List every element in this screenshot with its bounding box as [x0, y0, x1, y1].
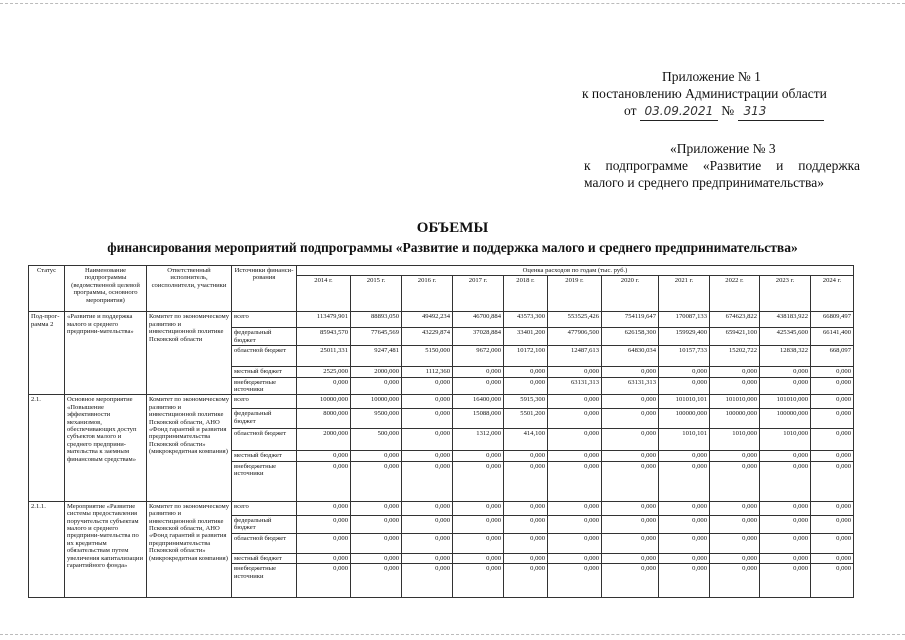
table-row: [29, 312, 854, 328]
source-label: федеральный бюджет: [232, 515, 297, 533]
number-value-field: [738, 102, 824, 121]
value-cell: 674623,822: [710, 312, 760, 328]
header-year-10: 2024 г.: [811, 276, 854, 312]
value-cell: 2000,000: [351, 367, 402, 377]
value-cell: 0,000: [602, 533, 659, 553]
value-cell: 0,000: [351, 461, 402, 501]
value-cell: 66809,497: [811, 312, 854, 328]
value-cell: 425345,600: [760, 328, 811, 346]
group-name: «Развитие и поддержка малого и среднего предприни-мательства»: [65, 312, 147, 395]
value-cell: 43229,874: [402, 328, 453, 346]
value-cell: 0,000: [297, 501, 351, 515]
value-cell: 0,000: [710, 553, 760, 563]
value-cell: 0,000: [602, 429, 659, 451]
value-cell: 10000,000: [297, 395, 351, 409]
value-cell: 77645,569: [351, 328, 402, 346]
value-cell: 0,000: [659, 451, 710, 461]
value-cell: 0,000: [548, 461, 602, 501]
value-cell: 159929,400: [659, 328, 710, 346]
value-cell: 101010,101: [659, 395, 710, 409]
value-cell: 0,000: [811, 409, 854, 429]
value-cell: 0,000: [504, 451, 548, 461]
header-year-8: 2022 г.: [710, 276, 760, 312]
value-cell: 0,000: [811, 395, 854, 409]
value-cell: 0,000: [811, 564, 854, 598]
value-cell: 10157,733: [659, 346, 710, 367]
value-cell: 0,000: [548, 501, 602, 515]
value-cell: 0,000: [811, 501, 854, 515]
value-cell: 0,000: [402, 409, 453, 429]
value-cell: 0,000: [710, 501, 760, 515]
value-cell: 170087,133: [659, 312, 710, 328]
value-cell: 500,000: [351, 429, 402, 451]
value-cell: 33401,200: [504, 328, 548, 346]
value-cell: 0,000: [504, 553, 548, 563]
group-executor: Комитет по экономическому развитию и инвестиционной политике Псковской области, АНО «Фонд гарантий и развития предпринимательства Псковской области» (микрокредитная компания): [147, 501, 232, 597]
value-cell: 49492,234: [402, 312, 453, 328]
value-cell: 0,000: [453, 451, 504, 461]
group-name: Основное мероприятие «Повышение эффективности механизмов, обеспечивающих доступ субъектов малого и среднего предприни-мательства к заемным финансовым средствам»: [65, 395, 147, 501]
handwritten-date: 03.09.2021: [644, 104, 714, 118]
value-cell: 0,000: [811, 515, 854, 533]
value-cell: 0,000: [504, 377, 548, 395]
value-cell: 46700,884: [453, 312, 504, 328]
value-cell: 0,000: [659, 553, 710, 563]
value-cell: 0,000: [811, 533, 854, 553]
value-cell: 0,000: [710, 515, 760, 533]
value-cell: 0,000: [811, 377, 854, 395]
header-year-6: 2020 г.: [602, 276, 659, 312]
value-cell: 85943,570: [297, 328, 351, 346]
value-cell: 0,000: [402, 429, 453, 451]
value-cell: 5915,300: [504, 395, 548, 409]
source-label: внебюджетные источники: [232, 461, 297, 501]
value-cell: 0,000: [760, 533, 811, 553]
value-cell: 0,000: [659, 533, 710, 553]
group-executor: Комитет по экономическому развитию и инвестиционной политике Псковской области: [147, 312, 232, 395]
value-cell: 0,000: [504, 461, 548, 501]
value-cell: 0,000: [504, 501, 548, 515]
value-cell: 2525,000: [297, 367, 351, 377]
handwritten-number: 313: [743, 104, 767, 118]
value-cell: 0,000: [351, 451, 402, 461]
header-year-7: 2021 г.: [659, 276, 710, 312]
value-cell: 9247,481: [351, 346, 402, 367]
appendix-3-subprogram-line1: к подпрограмме «Развитие и поддержка: [584, 158, 860, 173]
value-cell: 0,000: [710, 451, 760, 461]
value-cell: 0,000: [710, 367, 760, 377]
value-cell: 0,000: [402, 553, 453, 563]
header-executor: Ответственный исполнитель, соисполнители, участники: [147, 266, 232, 312]
header-year-2: 2016 г.: [402, 276, 453, 312]
value-cell: 668,097: [811, 346, 854, 367]
value-cell: 64830,034: [602, 346, 659, 367]
value-cell: 0,000: [659, 377, 710, 395]
value-cell: 101010,000: [710, 395, 760, 409]
value-cell: 0,000: [297, 515, 351, 533]
value-cell: 0,000: [548, 533, 602, 553]
group-executor: Комитет по экономическому развитию и инвестиционной политике Псковской области, АНО «Фонд гарантий и развития предпринимательства Псковской области» (микрокредитная компания): [147, 395, 232, 501]
header-status: Статус: [29, 266, 65, 312]
header-name: Наименование подпрограммы (ведомственной целевой программы, основного мероприятия): [65, 266, 147, 312]
value-cell: 15202,722: [710, 346, 760, 367]
value-cell: 0,000: [811, 553, 854, 563]
value-cell: 0,000: [710, 377, 760, 395]
source-label: внебюджетные источники: [232, 377, 297, 395]
value-cell: 9500,000: [351, 409, 402, 429]
value-cell: 100000,000: [659, 409, 710, 429]
value-cell: 0,000: [351, 515, 402, 533]
value-cell: 0,000: [504, 533, 548, 553]
value-cell: 0,000: [602, 564, 659, 598]
value-cell: 63131,313: [548, 377, 602, 395]
value-cell: 0,000: [760, 367, 811, 377]
value-cell: 0,000: [402, 501, 453, 515]
value-cell: 0,000: [453, 553, 504, 563]
value-cell: 0,000: [351, 533, 402, 553]
appendix-3-label: «Приложение № 3: [670, 141, 776, 156]
value-cell: 0,000: [811, 461, 854, 501]
value-cell: 0,000: [548, 564, 602, 598]
value-cell: 0,000: [710, 533, 760, 553]
value-cell: 100000,000: [760, 409, 811, 429]
header-estimate: Оценка расходов по годам (тыс. руб.): [297, 266, 854, 276]
source-label: областной бюджет: [232, 429, 297, 451]
value-cell: 0,000: [760, 564, 811, 598]
value-cell: 659421,100: [710, 328, 760, 346]
value-cell: 0,000: [402, 533, 453, 553]
value-cell: 0,000: [811, 367, 854, 377]
value-cell: 0,000: [504, 564, 548, 598]
value-cell: 0,000: [453, 501, 504, 515]
value-cell: 0,000: [504, 515, 548, 533]
value-cell: 0,000: [710, 461, 760, 501]
value-cell: 0,000: [602, 451, 659, 461]
value-cell: 43573,300: [504, 312, 548, 328]
value-cell: 477906,500: [548, 328, 602, 346]
value-cell: 754119,647: [602, 312, 659, 328]
value-cell: 0,000: [548, 451, 602, 461]
value-cell: 1010,000: [710, 429, 760, 451]
source-label: местный бюджет: [232, 553, 297, 563]
decree-date-line: [624, 102, 824, 121]
value-cell: 0,000: [504, 367, 548, 377]
group-status: 2.1.1.: [29, 501, 65, 597]
value-cell: 0,000: [602, 553, 659, 563]
value-cell: 0,000: [710, 564, 760, 598]
value-cell: 0,000: [602, 515, 659, 533]
value-cell: 10000,000: [351, 395, 402, 409]
source-label: всего: [232, 395, 297, 409]
value-cell: 0,000: [811, 429, 854, 451]
value-cell: 0,000: [453, 367, 504, 377]
value-cell: 0,000: [659, 564, 710, 598]
header-year-0: 2014 г.: [297, 276, 351, 312]
value-cell: 0,000: [402, 515, 453, 533]
value-cell: 0,000: [548, 515, 602, 533]
value-cell: 0,000: [602, 395, 659, 409]
value-cell: 0,000: [351, 553, 402, 563]
value-cell: 1112,360: [402, 367, 453, 377]
value-cell: 0,000: [760, 377, 811, 395]
value-cell: 1312,000: [453, 429, 504, 451]
value-cell: 8000,000: [297, 409, 351, 429]
value-cell: 5501,200: [504, 409, 548, 429]
value-cell: 0,000: [760, 501, 811, 515]
value-cell: 0,000: [659, 515, 710, 533]
value-cell: 0,000: [453, 377, 504, 395]
date-value-field: [640, 102, 718, 121]
value-cell: 10172,100: [504, 346, 548, 367]
value-cell: 0,000: [351, 501, 402, 515]
header-source: Источники финанси-рования: [232, 266, 297, 312]
value-cell: 113479,901: [297, 312, 351, 328]
value-cell: 0,000: [453, 533, 504, 553]
value-cell: 0,000: [602, 501, 659, 515]
value-cell: 0,000: [760, 553, 811, 563]
header-year-9: 2023 г.: [760, 276, 811, 312]
value-cell: 15088,000: [453, 409, 504, 429]
table-row: [29, 501, 854, 515]
value-cell: 2000,000: [297, 429, 351, 451]
value-cell: 12838,322: [760, 346, 811, 367]
value-cell: 0,000: [297, 564, 351, 598]
value-cell: 0,000: [297, 461, 351, 501]
appendix-1-label: Приложение № 1: [662, 69, 761, 84]
value-cell: 0,000: [548, 367, 602, 377]
value-cell: 0,000: [297, 377, 351, 395]
value-cell: 0,000: [402, 377, 453, 395]
source-label: внебюджетные источники: [232, 564, 297, 598]
value-cell: 0,000: [548, 553, 602, 563]
value-cell: 9672,000: [453, 346, 504, 367]
value-cell: 66141,400: [811, 328, 854, 346]
value-cell: 0,000: [402, 564, 453, 598]
source-label: областной бюджет: [232, 533, 297, 553]
source-label: федеральный бюджет: [232, 328, 297, 346]
value-cell: 1010,101: [659, 429, 710, 451]
value-cell: 5150,000: [402, 346, 453, 367]
value-cell: 553525,426: [548, 312, 602, 328]
value-cell: 0,000: [453, 564, 504, 598]
value-cell: 0,000: [602, 367, 659, 377]
value-cell: 0,000: [453, 461, 504, 501]
value-cell: 0,000: [402, 395, 453, 409]
value-cell: 12487,613: [548, 346, 602, 367]
value-cell: 0,000: [659, 367, 710, 377]
source-label: областной бюджет: [232, 346, 297, 367]
value-cell: 0,000: [351, 564, 402, 598]
value-cell: 88893,050: [351, 312, 402, 328]
value-cell: 0,000: [297, 533, 351, 553]
document-subtitle: финансирования мероприятий подпрограммы «Развитие и поддержка малого и среднего предпринимательства»: [107, 240, 798, 255]
value-cell: 0,000: [811, 451, 854, 461]
value-cell: 626158,300: [602, 328, 659, 346]
value-cell: 414,100: [504, 429, 548, 451]
value-cell: 1010,000: [760, 429, 811, 451]
value-cell: 0,000: [602, 461, 659, 501]
header-year-1: 2015 г.: [351, 276, 402, 312]
value-cell: 0,000: [453, 515, 504, 533]
group-name: Мероприятие «Развитие системы предоставления поручительств субъектам малого и среднего предприни-мательства по их кредитным обязательствам путем увеличения капитализации гарантийного фонда»: [65, 501, 147, 597]
group-status: 2.1.: [29, 395, 65, 501]
value-cell: 101010,000: [760, 395, 811, 409]
header-year-3: 2017 г.: [453, 276, 504, 312]
value-cell: 0,000: [548, 409, 602, 429]
top-scan-edge: [0, 3, 905, 6]
value-cell: 0,000: [548, 429, 602, 451]
appendix-3-subprogram-line2: малого и среднего предпринимательства»: [584, 175, 824, 190]
value-cell: 37028,884: [453, 328, 504, 346]
value-cell: 16400,000: [453, 395, 504, 409]
value-cell: 0,000: [548, 395, 602, 409]
date-prefix: от: [624, 103, 637, 118]
bottom-scan-edge: [0, 634, 905, 637]
source-label: всего: [232, 312, 297, 328]
table-row: [29, 395, 854, 409]
document-title: ОБЪЕМЫ: [416, 220, 489, 236]
source-label: федеральный бюджет: [232, 409, 297, 429]
value-cell: 25011,331: [297, 346, 351, 367]
value-cell: 0,000: [659, 501, 710, 515]
value-cell: 0,000: [760, 451, 811, 461]
value-cell: 0,000: [659, 461, 710, 501]
header-year-5: 2019 г.: [548, 276, 602, 312]
value-cell: 438183,922: [760, 312, 811, 328]
source-label: местный бюджет: [232, 451, 297, 461]
group-status: Под-прог-рамма 2: [29, 312, 65, 395]
source-label: всего: [232, 501, 297, 515]
number-prefix: №: [721, 103, 735, 118]
value-cell: 0,000: [297, 451, 351, 461]
funding-table: [28, 265, 854, 598]
value-cell: 100000,000: [710, 409, 760, 429]
header-year-4: 2018 г.: [504, 276, 548, 312]
value-cell: 63131,313: [602, 377, 659, 395]
value-cell: 0,000: [760, 515, 811, 533]
value-cell: 0,000: [602, 409, 659, 429]
value-cell: 0,000: [760, 461, 811, 501]
value-cell: 0,000: [402, 461, 453, 501]
value-cell: 0,000: [297, 553, 351, 563]
value-cell: 0,000: [402, 451, 453, 461]
value-cell: 0,000: [351, 377, 402, 395]
decree-reference: к постановлению Администрации области: [582, 86, 827, 101]
source-label: местный бюджет: [232, 367, 297, 377]
